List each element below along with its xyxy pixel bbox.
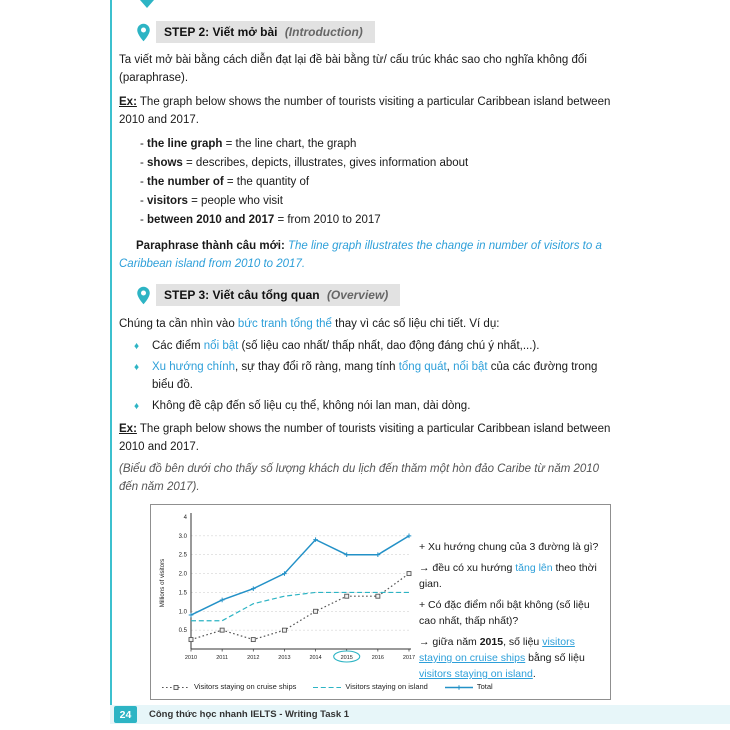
step3-title: STEP 3: Viết câu tổng quan: [164, 288, 320, 302]
diamond-bullet-icon: ♦: [134, 401, 140, 412]
line-chart-svg: [157, 509, 419, 675]
step3-title-bar: [156, 284, 400, 306]
step2-title-bar: [156, 21, 375, 43]
svg-text:2012: 2012: [247, 655, 260, 661]
legend-item: Visitors staying on cruise ships: [161, 678, 296, 696]
line-chart: [157, 509, 419, 681]
chart-notes: [419, 539, 605, 687]
svg-text:2.0: 2.0: [178, 571, 187, 578]
overview-bullet-list: [119, 337, 616, 415]
chart-legend: [161, 678, 493, 696]
svg-text:2010: 2010: [184, 655, 198, 661]
legend-item: Total: [444, 678, 493, 696]
svg-text:Millions of visitors: Millions of visitors: [159, 558, 166, 608]
step3-example: [119, 420, 616, 456]
svg-text:0.5: 0.5: [178, 628, 187, 635]
paraphrase-label: Paraphrase thành câu mới:: [136, 240, 288, 252]
dash-marker: -: [140, 138, 148, 150]
page-footer: [110, 705, 730, 724]
map-pin-icon: [136, 286, 151, 305]
dash-marker: -: [140, 176, 148, 188]
paraphrase-line: [119, 237, 616, 273]
vocab-item: - visitors = people who visit: [140, 195, 283, 207]
diamond-bullet-icon: ♦: [134, 362, 140, 373]
note-answer: → đều có xu hướng tăng lên theo thời gian.: [419, 562, 597, 590]
vocab-item: - the line graph = the line chart, the graph: [140, 138, 357, 150]
chart-panel: [150, 504, 611, 700]
vietnamese-translation: (Biểu đồ bên dưới cho thấy số lượng khách du lịch đến thăm một hòn đảo Caribe từ năm 2010 đến năm 2017).: [119, 463, 600, 493]
page-number-badge: 24: [114, 706, 137, 723]
svg-text:1.0: 1.0: [178, 609, 187, 616]
svg-text:2013: 2013: [278, 655, 291, 661]
step2-intro-text: Ta viết mở bài bằng cách diễn đạt lại đề bài bằng từ/ cấu trúc khác sao cho nghĩa không đổi (paraphrase).: [119, 54, 587, 84]
footer-title: Công thức học nhanh IELTS - Writing Task 1: [149, 709, 350, 720]
svg-text:2015: 2015: [340, 655, 353, 661]
note-question: + Xu hướng chung của 3 đường là gì?: [419, 541, 599, 553]
step2-example: [119, 93, 616, 129]
bullet-item: ♦ Các điểm nổi bật (số liệu cao nhất/ thấp nhất, dao động đáng chú ý nhất,...).: [119, 337, 616, 355]
dash-marker: -: [140, 214, 148, 226]
vocab-list: [119, 135, 616, 230]
svg-text:2011: 2011: [216, 655, 229, 661]
left-accent-line: [110, 0, 112, 714]
step2-subtitle: (Introduction): [284, 25, 363, 39]
map-pin-icon: [136, 23, 151, 42]
svg-text:2017: 2017: [402, 655, 416, 661]
step3-header: [136, 285, 616, 305]
dash-marker: -: [140, 157, 148, 169]
diamond-bullet-icon: ♦: [134, 341, 140, 352]
bullet-item: ♦ Xu hướng chính, sự thay đổi rõ ràng, mang tính tổng quát, nổi bật của các đường trong biểu đồ.: [134, 361, 598, 391]
svg-text:2014: 2014: [309, 655, 322, 661]
vocab-item: - the number of = the quantity of: [140, 176, 310, 188]
page-content: [119, 0, 616, 700]
bullet-item: ♦ Không đề cập đến số liệu cụ thể, không nói lan man, dài dòng.: [119, 397, 616, 415]
ex-label: Ex:: [119, 423, 137, 435]
paraphrase-sentence: The line graph illustrates the change in number of visitors to a Caribbean island from 2010 to 2017.: [119, 240, 602, 270]
vocab-item: - between 2010 and 2017 = from 2010 to 2017: [140, 214, 381, 226]
step3-intro-text: Chúng ta cần nhìn vào bức tranh tổng thể thay vì các số liệu chi tiết. Ví dụ:: [119, 318, 500, 330]
ex-label: Ex:: [119, 96, 137, 108]
note-question: + Có đặc điểm nổi bật không (số liệu cao nhất, thấp nhất)?: [419, 599, 590, 627]
dash-marker: -: [140, 195, 148, 207]
svg-text:3.0: 3.0: [178, 533, 187, 540]
step2-header: [136, 22, 616, 42]
step3-subtitle: (Overview): [326, 288, 389, 302]
svg-text:1.5: 1.5: [178, 590, 187, 597]
svg-text:2016: 2016: [371, 655, 384, 661]
series-line: [191, 536, 409, 615]
ex-text: The graph below shows the number of tourists visiting a particular Caribbean island between 2010 and 2017.: [119, 96, 611, 126]
note-answer: → giữa năm 2015, số liệu visitors staying on cruise ships bằng số liệu visitors staying on island.: [419, 636, 585, 680]
vocab-item: - shows = describes, depicts, illustrates, gives information about: [140, 157, 469, 169]
svg-text:2.5: 2.5: [178, 552, 187, 559]
legend-item: Visitors staying on island: [345, 682, 428, 691]
ex-text: The graph below shows the number of tourists visiting a particular Caribbean island between 2010 and 2017.: [119, 423, 611, 453]
svg-text:4: 4: [183, 515, 187, 521]
step2-title: STEP 2: Viết mở bài: [164, 25, 278, 39]
